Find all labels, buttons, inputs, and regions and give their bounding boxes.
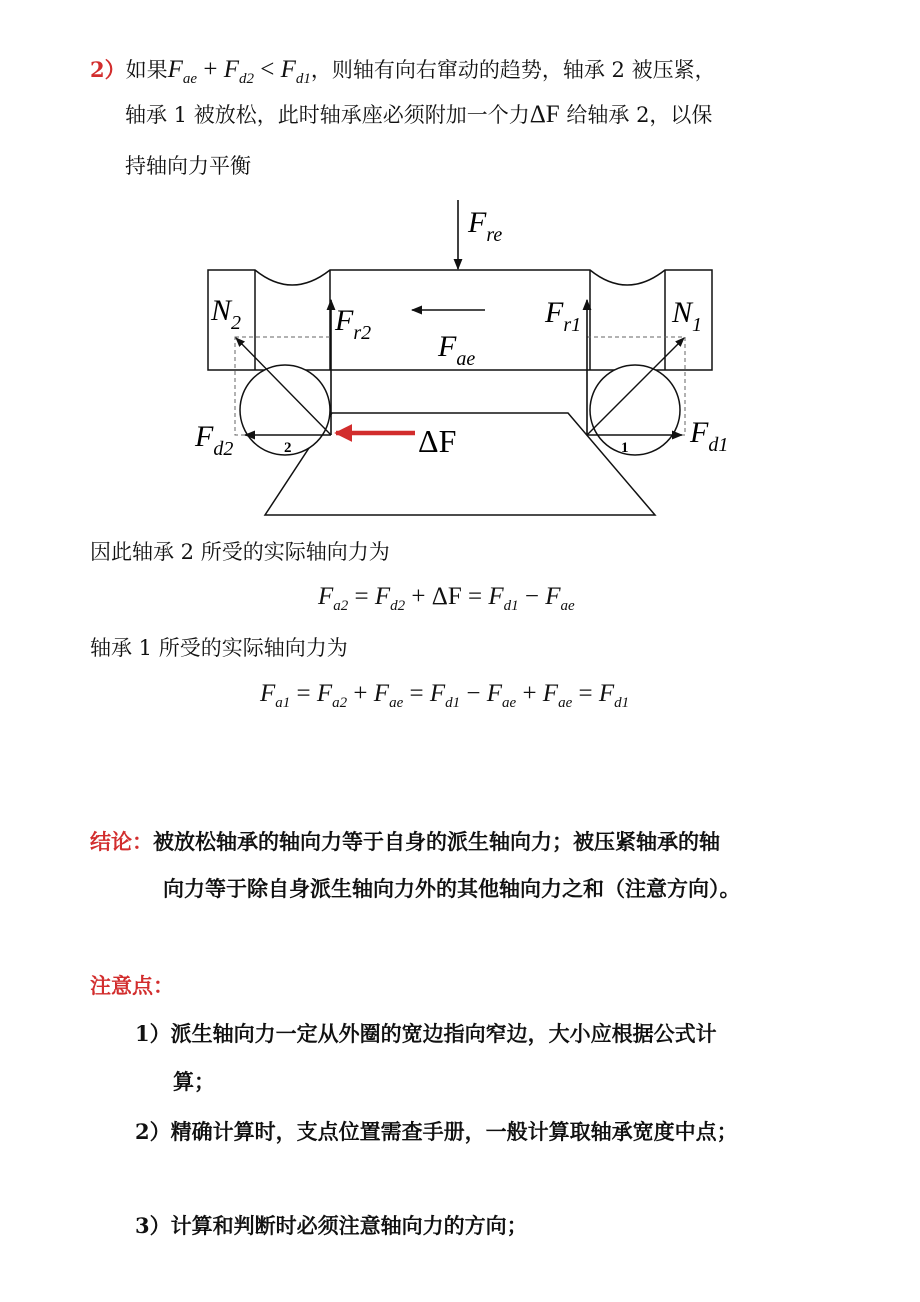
notes-label: 注意点： <box>90 973 174 998</box>
equation-fa1: $F_{a1} = F_{a2} + F_{ae} = F_{d1} - F_{ae} + F_{ae} = F_{d1}$ <box>260 680 630 711</box>
cond-formula: $F_{ae} + F_{d2} < F_{d1}$ <box>167 56 311 87</box>
label-bearing-2: 2 <box>284 440 292 456</box>
case2-line2: 轴承 1 被放松，此时轴承座必须附加一个力ΔF 给轴承 2，以保 <box>125 101 713 128</box>
bearing-1-circle <box>590 365 680 455</box>
label-delta-f: ΔF <box>418 423 457 459</box>
label-fre: $F_{re}$ <box>468 206 503 246</box>
label-n1: $N_1$ <box>672 296 703 336</box>
label-fd2: $F_{d2}$ <box>195 420 234 460</box>
note-1-line1: 1）派生轴向力一定从外圈的宽边指向窄边，大小应根据公式计 <box>135 1021 717 1046</box>
bearing-force-diagram <box>0 190 920 530</box>
case2-line1-post: ，则轴有向右窜动的趋势，轴承 2 被压紧， <box>310 58 716 82</box>
conclusion-label: 结论： <box>90 829 153 854</box>
note-2: 2）精确计算时，支点位置需查手册，一般计算取轴承宽度中点； <box>135 1119 738 1144</box>
case2-line1 <box>90 56 716 93</box>
conclusion-line1: 结论：被放松轴承的轴向力等于自身的派生轴向力；被压紧轴承的轴 <box>90 829 720 854</box>
case2-line1-pre: 如果 <box>125 58 168 82</box>
label-fr2: $F_{r2}$ <box>335 304 372 344</box>
text-bearing2-force: 因此轴承 2 所受的实际轴向力为 <box>90 540 390 564</box>
case-marker: 2） <box>90 57 126 82</box>
case2-line3: 持轴向力平衡 <box>125 154 251 178</box>
label-fr1: $F_{r1}$ <box>545 296 582 336</box>
label-bearing-1: 1 <box>621 440 629 456</box>
text-bearing1-force: 轴承 1 所受的实际轴向力为 <box>90 636 348 660</box>
delta-f-inline: ΔF <box>529 101 560 128</box>
label-fd1: $F_{d1}$ <box>690 416 729 456</box>
note-3: 3）计算和判断时必须注意轴向力的方向； <box>135 1213 528 1238</box>
conclusion-line2: 向力等于除自身派生轴向力外的其他轴向力之和（注意方向）。 <box>163 876 741 901</box>
label-fae: $F_{ae}$ <box>438 330 476 370</box>
label-n2: $N_2$ <box>211 294 242 334</box>
note-1-line2: 算； <box>173 1069 215 1094</box>
equation-fa2: $F_{a2} = F_{d2} + \Delta F = F_{d1} - F_{ae}$ <box>318 583 575 614</box>
